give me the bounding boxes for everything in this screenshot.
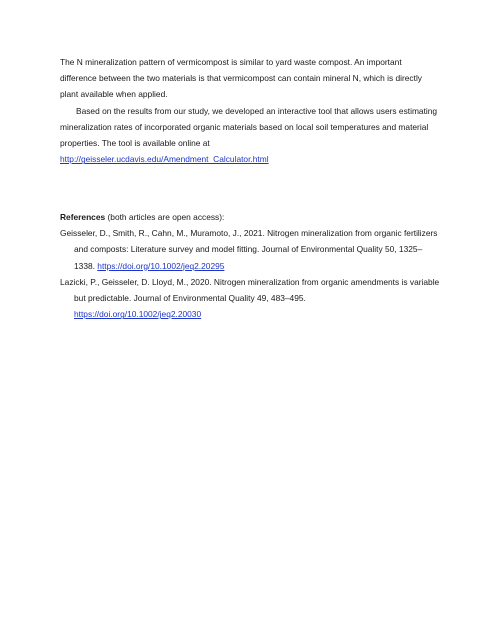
references-heading-rest: (both articles are open access): <box>105 212 225 222</box>
reference-text: Lazicki, P., Geisseler, D. Lloyd, M., 2020. Nitrogen mineralization from organic amendments is variable but predictable. Journal of Environmental Quality 49, 483–495. <box>60 276 440 304</box>
reference-item-geisseler-2021 <box>60 225 440 274</box>
doi-link-jeq2-20295[interactable]: https://doi.org/10.1002/jeq2.20295 <box>97 260 225 271</box>
amendment-calculator-link[interactable]: http://geisseler.ucdavis.edu/Amendment_Calculator.html <box>60 154 269 165</box>
reference-text: Geisseler, D., Smith, R., Cahn, M., Muramoto, J., 2021. Nitrogen mineralization from organic fertilizers and composts: Literature survey and model fitting. Journal of Environmental Quality 50, 1325–1338. <box>60 228 438 271</box>
paragraph-tool-text: Based on the results from our study, we developed an interactive tool that allows users estimating mineralization rates of incorporated organic materials based on local soil temperatures and material properties. The tool is available online at <box>60 105 438 149</box>
references-section <box>60 209 440 322</box>
references-heading <box>60 209 440 225</box>
body-text <box>60 54 440 167</box>
reference-item-lazicki-2020 <box>60 274 440 323</box>
doi-link-jeq2-20030[interactable]: https://doi.org/10.1002/jeq2.20030 <box>74 309 202 320</box>
references-heading-bold: References <box>60 212 106 222</box>
paragraph-interactive-tool <box>60 103 440 168</box>
paragraph-vermicompost: The N mineralization pattern of vermicompost is similar to yard waste compost. An important difference between the two materials is that vermicompost can contain mineral N, which is directly plant available when applied. <box>60 57 422 100</box>
